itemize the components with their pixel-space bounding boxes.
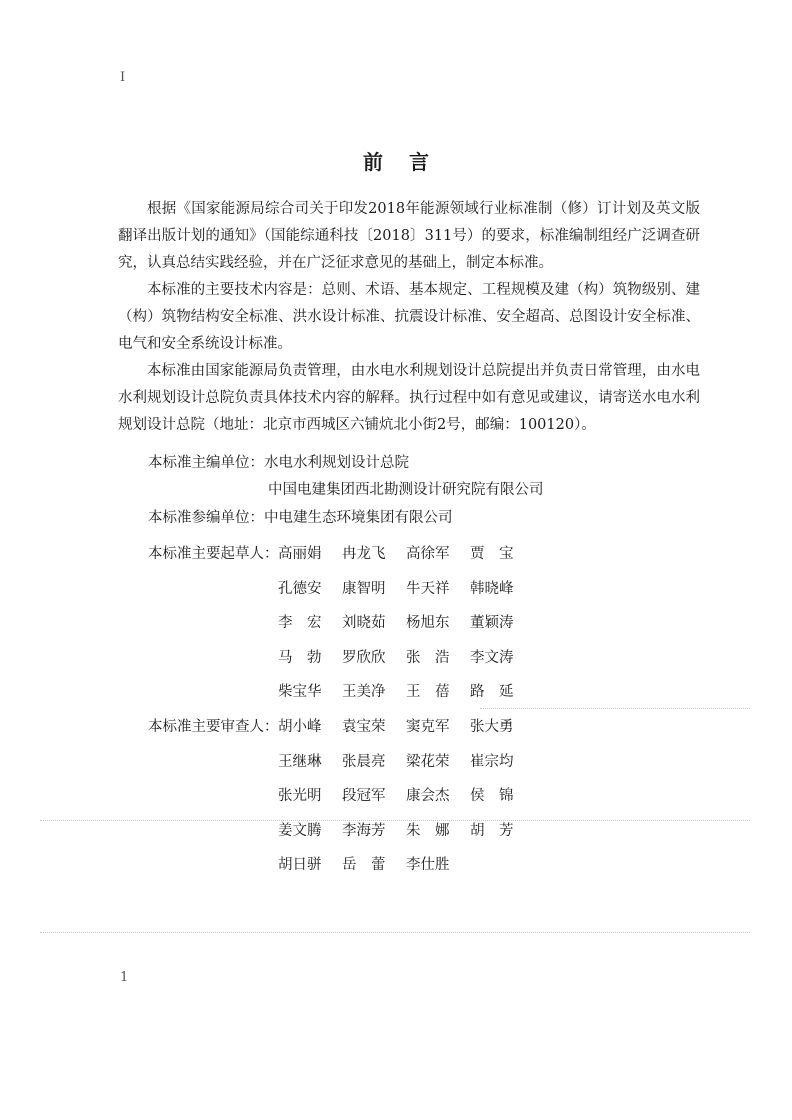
participating-unit-row — [148, 507, 453, 529]
person-name: 张晨亮 — [342, 753, 386, 770]
participating-unit-1: 中电建生态环境集团有限公司 — [264, 510, 453, 526]
participating-unit-label: 本标准参编单位： — [148, 510, 264, 526]
person-name: 王 蓓 — [406, 684, 450, 700]
person-name: 马 勃 — [278, 649, 322, 666]
person-name: 柴宝华 — [278, 684, 322, 700]
person-name: 姜文腾 — [278, 822, 322, 839]
person-name: 崔宗均 — [470, 753, 514, 770]
person-name: 罗欣欣 — [342, 649, 386, 666]
person-name: 牛天祥 — [406, 580, 450, 597]
chief-unit-label: 本标准主编单位： — [148, 455, 264, 471]
person-name: 李 宏 — [278, 615, 322, 631]
person-name: 李仕胜 — [406, 857, 450, 873]
person-name: 张光明 — [278, 788, 322, 804]
person-name: 李文涛 — [470, 649, 514, 666]
person-name: 胡小峰 — [278, 719, 322, 735]
person-name: 康智明 — [342, 580, 386, 597]
person-name: 杨旭东 — [406, 615, 450, 631]
person-name: 路 延 — [470, 684, 514, 700]
paragraph-3: 本标准由国家能源局负责管理，由水电水利规划设计总院提出并负责日常管理，由水电水利规划设计总院负责具体技术内容的解释。执行过程中如有意见或建议，请寄送水电水利规划设计总院（地址：北京市西城区六铺炕北小街2号，邮编：100120）。 — [118, 363, 700, 433]
person-name: 高徐军 — [406, 546, 450, 562]
dotted-divider — [40, 820, 750, 821]
chief-unit-1: 水电水利规划设计总院 — [264, 455, 409, 471]
dotted-divider — [40, 932, 750, 933]
paragraph-2: 本标准的主要技术内容是：总则、术语、基本规定、工程规模及建（构）筑物级别、建（构）筑物结构安全标准、洪水设计标准、抗震设计标准、安全超高、总图设计安全标准、电气和安全系统设计标准。 — [118, 282, 700, 352]
drafters-grid — [278, 542, 534, 715]
person-name: 段冠军 — [342, 788, 386, 804]
person-name: 张 浩 — [406, 649, 450, 666]
person-name: 胡 芳 — [470, 822, 514, 839]
preface-body — [118, 196, 700, 439]
person-name: 袁宝荣 — [342, 719, 386, 735]
dotted-divider — [480, 708, 750, 709]
page-number: 1 — [120, 970, 129, 985]
person-name: 刘晓茹 — [342, 615, 386, 631]
chief-unit-2: 中国电建集团西北勘测设计研究院有限公司 — [268, 482, 544, 498]
person-name: 梁花荣 — [406, 753, 450, 770]
chief-unit-row-2 — [268, 479, 544, 501]
person-name: 侯 锦 — [470, 788, 514, 804]
person-name: 韩晓峰 — [470, 580, 514, 597]
person-name: 胡日骈 — [278, 857, 322, 873]
person-name: 张大勇 — [470, 719, 514, 735]
person-name: 李海芳 — [342, 822, 386, 839]
header-mark: I — [120, 70, 126, 85]
page-title: 前言 — [363, 150, 455, 174]
person-name: 王美净 — [342, 684, 386, 700]
person-name: 冉龙飞 — [342, 546, 386, 562]
person-name: 贾 宝 — [470, 546, 514, 562]
person-name: 董颖涛 — [470, 615, 514, 631]
person-name: 康会杰 — [406, 788, 450, 804]
person-name: 孔德安 — [278, 580, 322, 597]
person-name: 窦克军 — [406, 719, 450, 735]
chief-unit-row — [148, 452, 409, 474]
paragraph-1: 根据《国家能源局综合司关于印发2018年能源领域行业标准制（修）订计划及英文版翻译出版计划的通知》（国能综通科技〔2018〕311号）的要求，标准编制组经广泛调查研究，认真总结实践经验，并在广泛征求意见的基础上，制定本标准。 — [118, 201, 700, 271]
drafters-label: 本标准主要起草人： — [148, 546, 279, 562]
person-name: 高丽娟 — [278, 546, 322, 562]
person-name: 朱 娜 — [406, 822, 450, 839]
reviewers-label: 本标准主要审查人： — [148, 719, 279, 735]
person-name: 岳 蕾 — [342, 857, 386, 873]
reviewers-grid — [278, 715, 534, 888]
person-name: 王继琳 — [278, 753, 322, 770]
